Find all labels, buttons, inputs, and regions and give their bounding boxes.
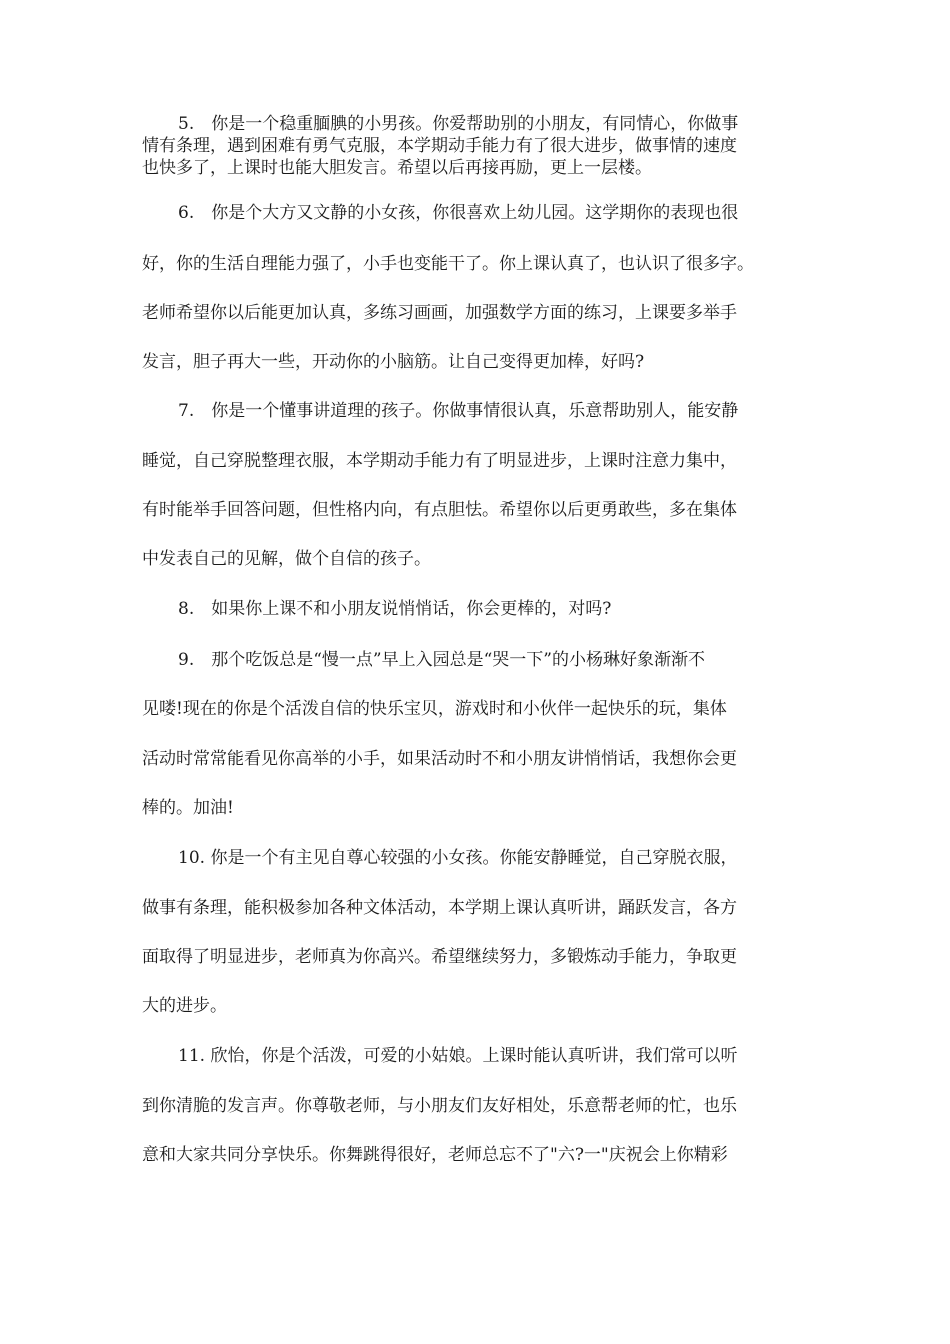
paragraph-6-line-1: 6. 你是个大方又文静的小女孩，你很喜欢上幼儿园。这学期你的表现也很: [178, 203, 739, 223]
paragraph-11-line-2: 到你清脆的发言声。你尊敬老师，与小朋友们友好相处，乐意帮老师的忙，也乐: [142, 1096, 737, 1116]
paragraph-10-line-4: 大的进步。: [142, 996, 227, 1016]
paragraph-7-line-4: 中发表自己的见解，做个自信的孩子。: [142, 549, 431, 569]
paragraph-5-line-2: 情有条理，遇到困难有勇气克服，本学期动手能力有了很大进步，做事情的速度: [142, 136, 737, 156]
paragraph-7-line-2: 睡觉，自己穿脱整理衣服，本学期动手能力有了明显进步，上课时注意力集中，: [142, 451, 737, 471]
paragraph-9-line-1: 9. 那个吃饭总是“慢一点”早上入园总是“哭一下”的小杨琳好象渐渐不: [178, 650, 705, 670]
paragraph-5-line-3: 也快多了，上课时也能大胆发言。希望以后再接再励，更上一层楼。: [142, 158, 652, 178]
paragraph-9-line-3: 活动时常常能看见你高举的小手，如果活动时不和小朋友讲悄悄话，我想你会更: [142, 749, 737, 769]
paragraph-9-line-2: 见喽!现在的你是个活泼自信的快乐宝贝，游戏时和小伙伴一起快乐的玩，集体: [142, 699, 727, 719]
paragraph-10-line-2: 做事有条理，能积极参加各种文体活动，本学期上课认真听讲，踊跃发言，各方: [142, 898, 737, 918]
paragraph-5-line-1: 5. 你是一个稳重腼腆的小男孩。你爱帮助别的小朋友，有同情心，你做事: [178, 114, 739, 134]
paragraph-10-line-1: 10. 你是一个有主见自尊心较强的小女孩。你能安静睡觉，自己穿脱衣服，: [178, 848, 738, 868]
paragraph-8-line-1: 8. 如果你上课不和小朋友说悄悄话，你会更棒的，对吗?: [178, 599, 612, 619]
paragraph-9-line-4: 棒的。加油!: [142, 798, 234, 818]
paragraph-6-line-3: 老师希望你以后能更加认真，多练习画画，加强数学方面的练习，上课要多举手: [142, 303, 737, 323]
paragraph-7-line-3: 有时能举手回答问题，但性格内向，有点胆怯。希望你以后更勇敢些，多在集体: [142, 500, 737, 520]
paragraph-7-line-1: 7. 你是一个懂事讲道理的孩子。你做事情很认真，乐意帮助别人，能安静: [178, 401, 739, 421]
paragraph-11-line-1: 11. 欣怡，你是个活泼，可爱的小姑娘。上课时能认真听讲，我们常可以听: [178, 1046, 738, 1066]
paragraph-10-line-3: 面取得了明显进步，老师真为你高兴。希望继续努力，多锻炼动手能力，争取更: [142, 947, 737, 967]
paragraph-11-line-3: 意和大家共同分享快乐。你舞跳得很好，老师总忘不了"六?一"庆祝会上你精彩: [142, 1145, 728, 1165]
paragraph-6-line-2: 好，你的生活自理能力强了，小手也变能干了。你上课认真了，也认识了很多字。: [142, 254, 754, 274]
paragraph-6-line-4: 发言，胆子再大一些，开动你的小脑筋。让自己变得更加棒，好吗?: [142, 352, 645, 372]
